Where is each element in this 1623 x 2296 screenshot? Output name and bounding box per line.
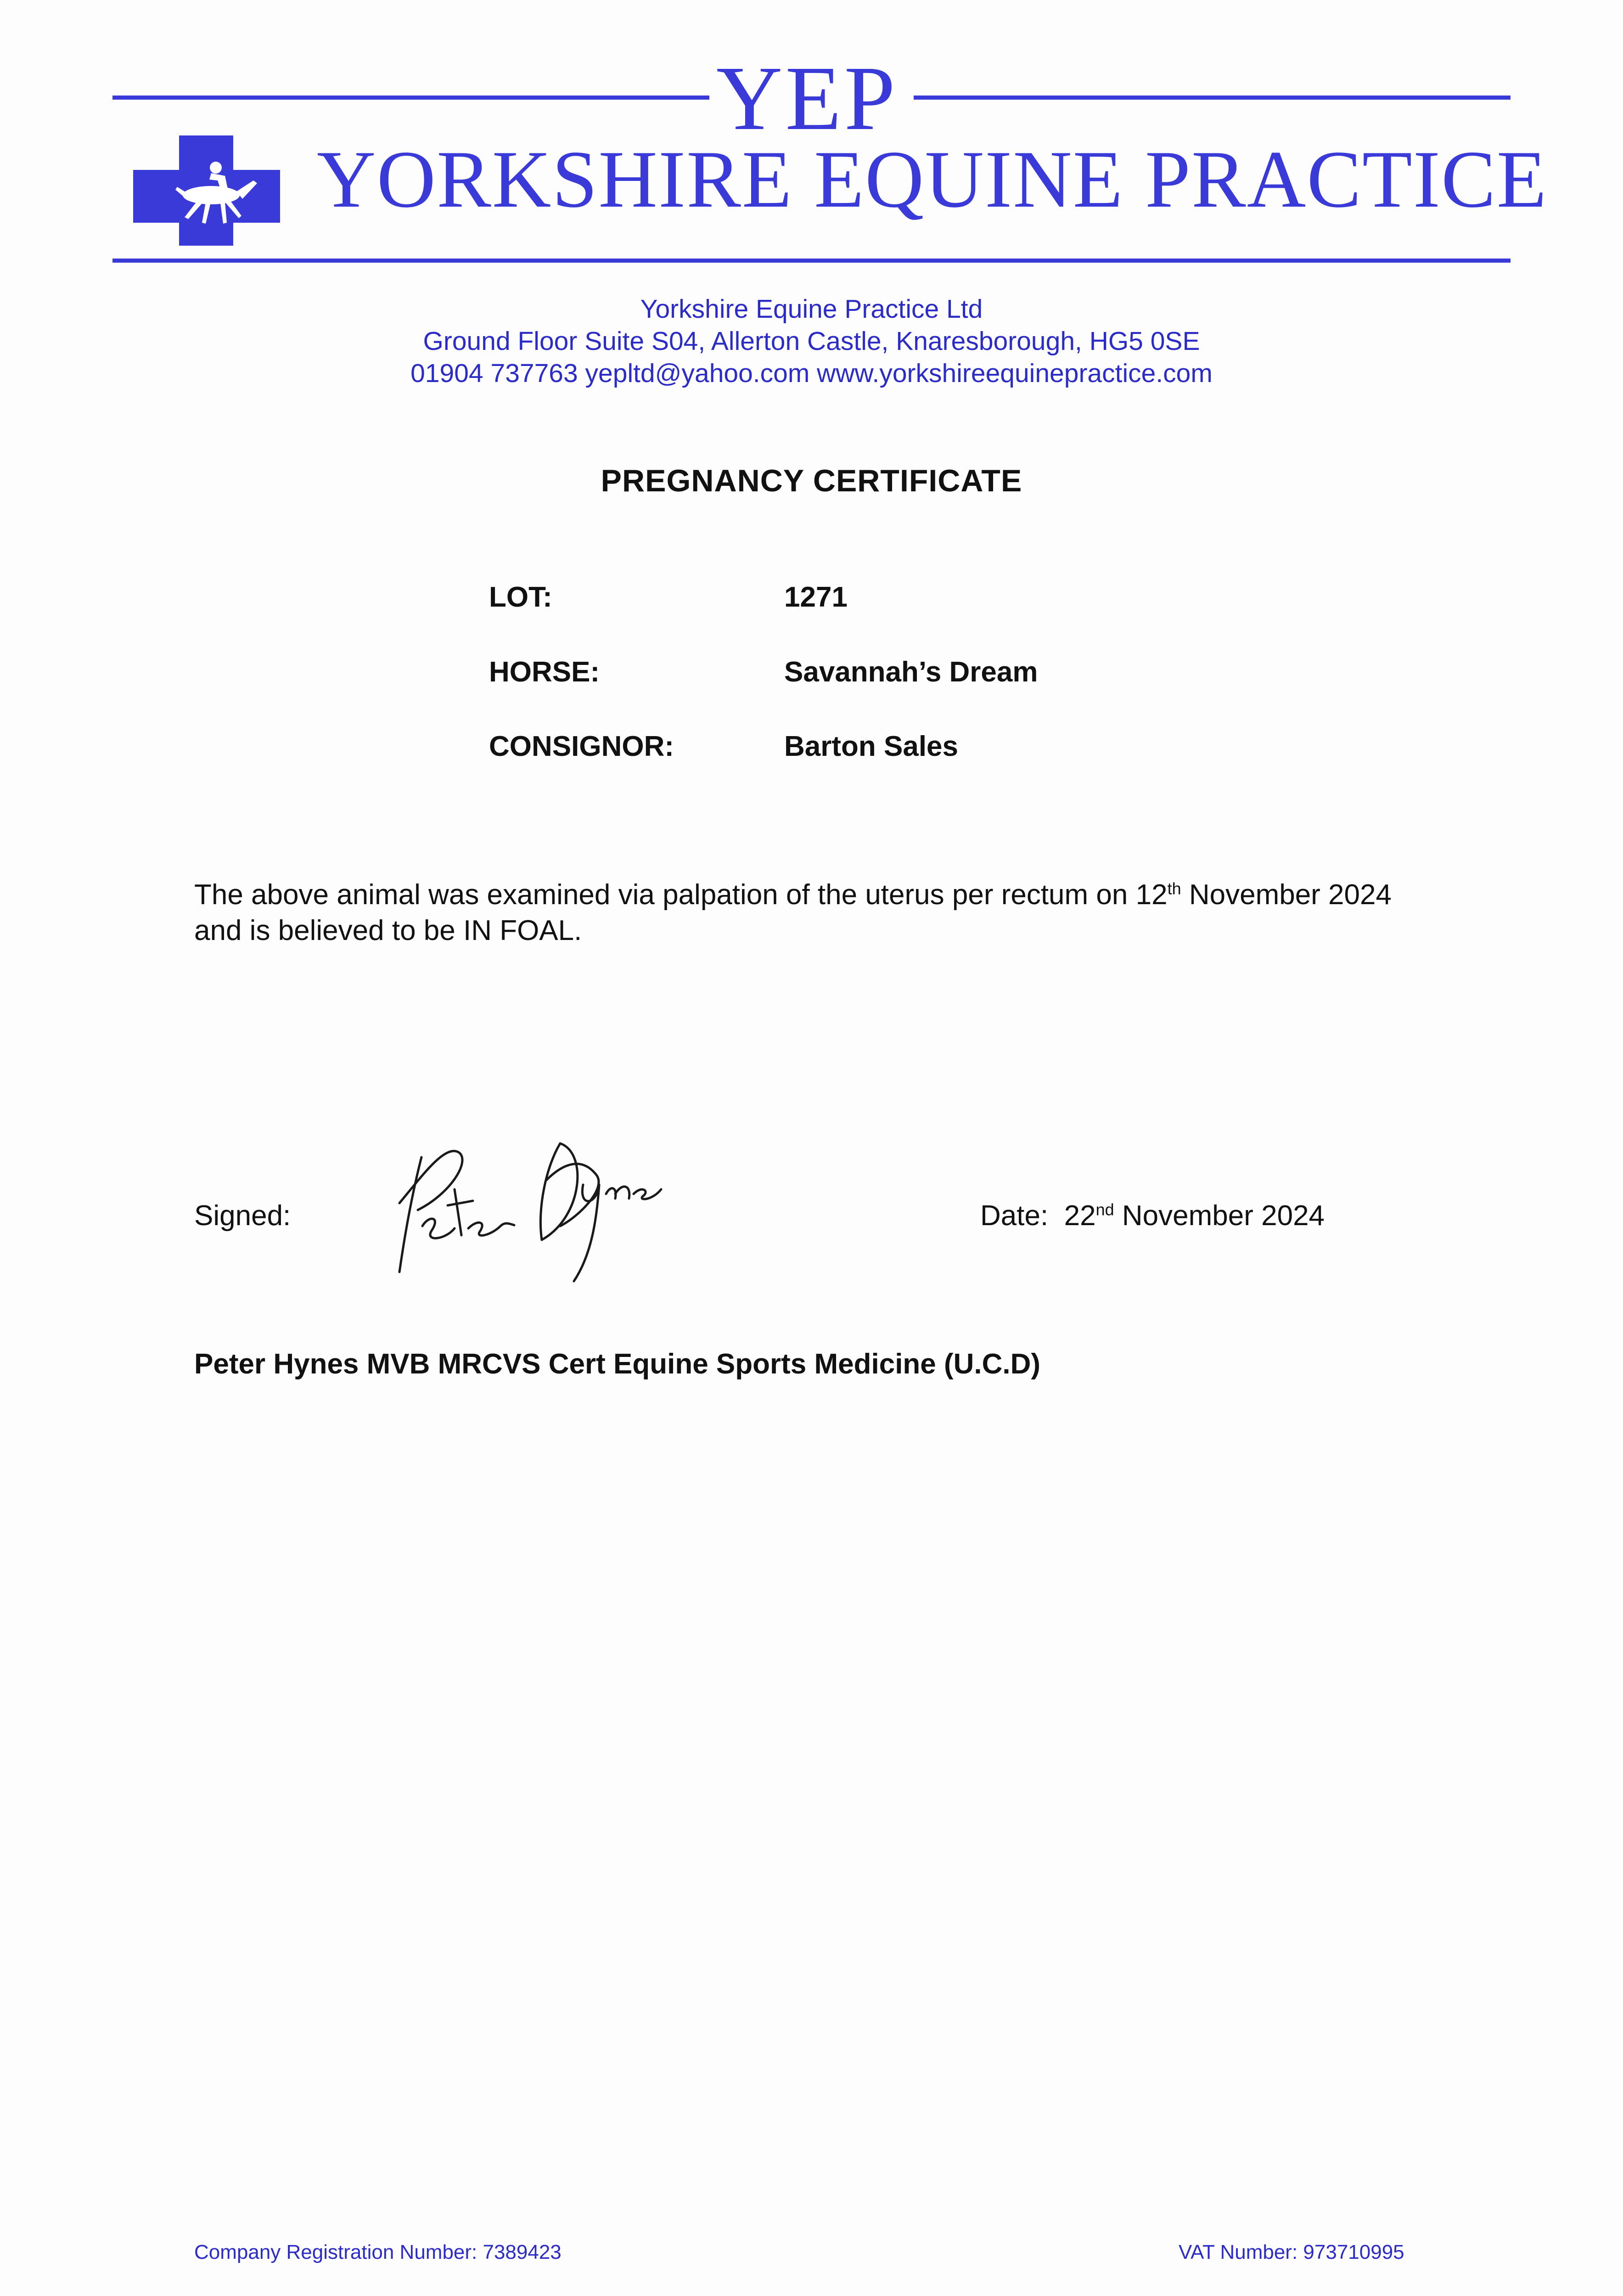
vat-number: VAT Number: 973710995 bbox=[1179, 2241, 1404, 2263]
letterhead-practice-name: YORKSHIRE EQUINE PRACTICE bbox=[317, 134, 1548, 225]
company-address: Ground Floor Suite S04, Allerton Castle, Knaresborough, HG5 0SE bbox=[423, 326, 1200, 356]
statement-day-suffix: th bbox=[1167, 879, 1181, 898]
horse-label: HORSE: bbox=[489, 656, 600, 688]
date-day: 22 bbox=[1064, 1200, 1096, 1232]
cross-with-racehorse-and-jockey-icon bbox=[133, 135, 280, 246]
consignor-label: CONSIGNOR: bbox=[489, 731, 674, 762]
examination-statement bbox=[194, 877, 1434, 949]
date-month-year: November 2024 bbox=[1114, 1200, 1325, 1232]
company-registration-number: Company Registration Number: 7389423 bbox=[194, 2241, 562, 2263]
handwritten-signature bbox=[367, 1125, 689, 1290]
letterhead-top-rule-right bbox=[914, 96, 1511, 100]
vet-credentials: Peter Hynes MVB MRCVS Cert Equine Sports Medicine (U.C.D) bbox=[194, 1348, 1041, 1380]
lot-label: LOT: bbox=[489, 581, 552, 613]
lot-value: 1271 bbox=[784, 581, 848, 613]
date-day-suffix: nd bbox=[1095, 1200, 1114, 1219]
horse-value: Savannah’s Dream bbox=[784, 656, 1038, 688]
letterhead-top-rule-left bbox=[112, 96, 709, 100]
consignor-value: Barton Sales bbox=[784, 731, 959, 762]
signature-date bbox=[980, 1199, 1325, 1232]
statement-text-start: The above animal was examined via palpation of the uterus per rectum on 12 bbox=[194, 879, 1168, 911]
company-name: Yorkshire Equine Practice Ltd bbox=[640, 294, 983, 324]
letterhead-abbreviation: YEP bbox=[716, 48, 898, 149]
certificate-title: PREGNANCY CERTIFICATE bbox=[601, 463, 1022, 498]
date-label: Date: bbox=[980, 1200, 1049, 1232]
letterhead-bottom-rule bbox=[112, 259, 1511, 263]
signed-label: Signed: bbox=[194, 1200, 291, 1232]
company-contact: 01904 737763 yepltd@yahoo.com www.yorkshireequinepractice.com bbox=[410, 359, 1213, 388]
statement-text-end: November 2024 and is believed to be IN FOAL. bbox=[194, 879, 1392, 946]
